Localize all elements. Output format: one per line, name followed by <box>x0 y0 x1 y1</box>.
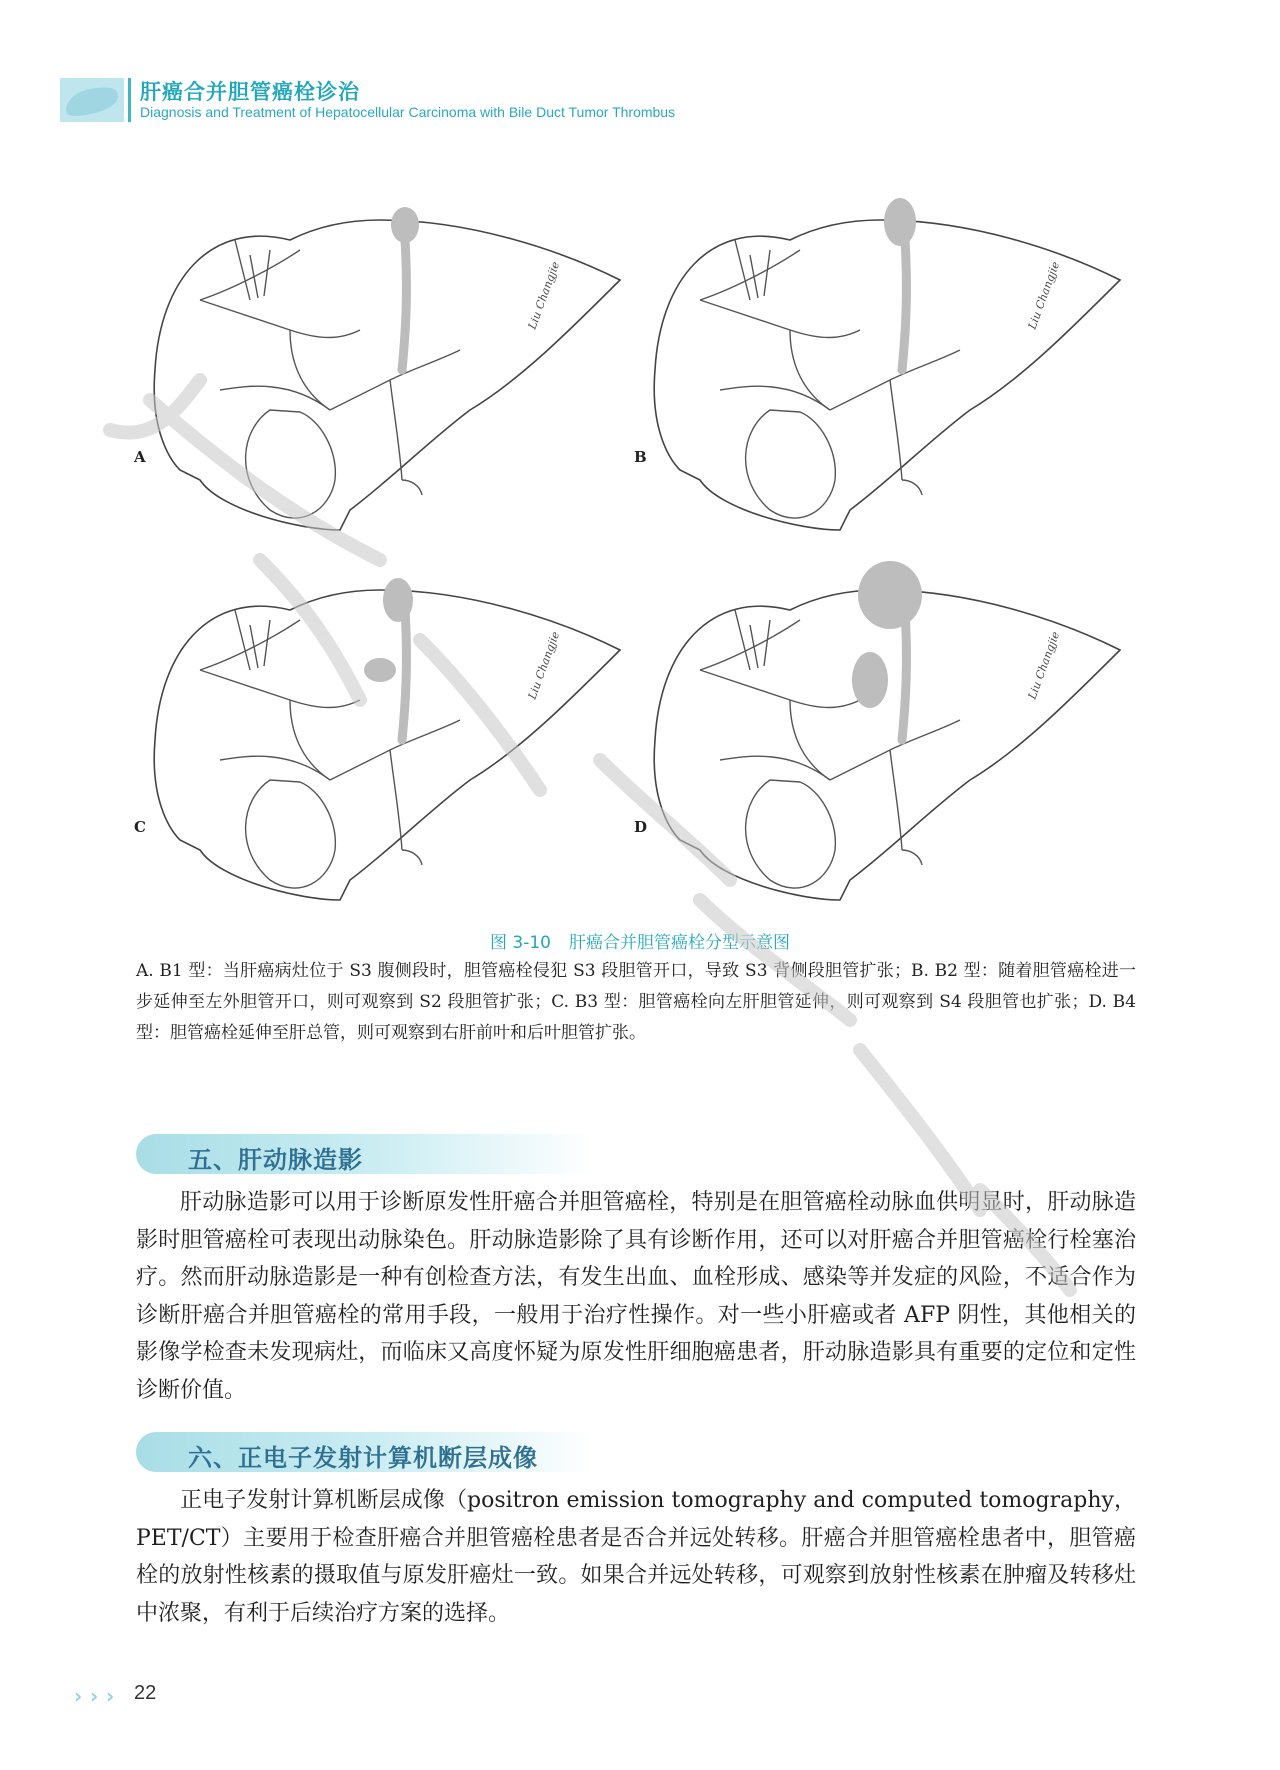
tumor-thrombus <box>852 652 888 708</box>
bile-duct-branch <box>390 380 402 480</box>
liver-logo-icon <box>60 78 124 122</box>
bile-duct-branch <box>390 750 402 850</box>
tumor-thrombus <box>884 198 916 246</box>
bile-duct-branch <box>735 240 770 300</box>
bile-duct-branch <box>220 756 330 780</box>
bile-duct-branch <box>720 386 830 410</box>
tumor-thrombus <box>858 561 922 629</box>
figure-caption <box>0 928 1280 953</box>
chevron-right-icon: › <box>74 1684 83 1708</box>
figure-description: A. B1 型：当肝癌病灶位于 S3 腹侧段时，胆管癌栓侵犯 S3 段胆管开口，导致 S3 背侧段胆管扩张；B. B2 型：随着胆管癌栓进一步延伸至左外胆管开口，则可观察到 S2 段胆管扩张；C. B3 型：胆管癌栓向左肝胆管延伸，则可观察到 S4 段胆管也扩张；D. B4 型：胆管癌栓延伸至肝总管，则可观察到右肝前叶和后叶胆管扩张。 <box>136 961 1136 1043</box>
artist-signature: Liu Changjie <box>1025 259 1063 332</box>
book-title-chinese: 肝癌合并胆管癌栓诊治 <box>140 80 360 104</box>
bile-duct-branch <box>700 670 860 708</box>
bile-duct-branch <box>700 300 860 338</box>
liver-diagram-panel <box>634 180 1140 550</box>
bile-duct-branch <box>830 720 960 780</box>
figure-caption-title: 肝癌合并胆管癌栓分型示意图 <box>569 933 790 953</box>
panel-label: B <box>634 448 647 466</box>
bile-duct-branch <box>200 670 360 708</box>
bile-duct-branch <box>902 480 922 495</box>
liver-outline-drawing <box>640 550 1140 920</box>
gallbladder-outline <box>246 780 336 888</box>
section-heading-6 <box>136 1432 596 1472</box>
liver-outline-drawing <box>140 180 640 550</box>
artist-signature: Liu Changjie <box>1025 629 1063 702</box>
gallbladder-outline <box>746 410 836 518</box>
section-heading-text: 五、肝动脉造影 <box>188 1146 363 1174</box>
liver-outline-drawing <box>640 180 1140 550</box>
tumor-thrombus <box>391 207 419 243</box>
bile-duct-branch <box>902 850 922 865</box>
section-6-paragraph: 正电子发射计算机断层成像（positron emission tomography and computed tomography，PET/CT）主要用于检查肝癌合并胆管癌栓患者是否合并远处转移。肝癌合并胆管癌栓患者中，胆管癌栓的放射性核素的摄取值与原发肝癌灶一致。如果合并远处转移，可观察到放射性核素在肿瘤及转移灶中浓聚，有利于后续治疗方案的选择。 <box>136 1488 1136 1626</box>
figure-3-10 <box>134 180 1140 920</box>
liver-diagram-panel <box>134 180 640 550</box>
artist-signature: Liu Changjie <box>525 629 563 702</box>
bile-duct-branch <box>830 350 960 410</box>
bile-duct-branch <box>890 380 902 480</box>
header-divider <box>128 78 131 122</box>
bile-duct-branch <box>235 610 270 670</box>
bile-duct-branch <box>890 750 902 850</box>
section-heading-5 <box>136 1134 596 1174</box>
chevron-right-icon: › <box>106 1684 115 1708</box>
liver-outline-drawing <box>140 550 640 920</box>
section-5-paragraph: 肝动脉造影可以用于诊断原发性肝癌合并胆管癌栓，特别是在胆管癌栓动脉血供明显时，肝动脉造影时胆管癌栓可表现出动脉染色。肝动脉造影除了具有诊断作用，还可以对肝癌合并胆管癌栓行栓塞治疗。然而肝动脉造影是一种有创检查方法，有发生出血、血栓形成、感染等并发症的风险，不适合作为诊断肝癌合并胆管癌栓的常用手段，一般用于治疗性操作。对一些小肝癌或者 AFP 阴性，其他相关的影像学检查未发现病灶，而临床又高度怀疑为原发性肝细胞癌患者，肝动脉造影具有重要的定位和定性诊断价值。 <box>136 1190 1136 1403</box>
thrombus-extension <box>902 240 906 370</box>
bile-duct-branch <box>220 386 330 410</box>
artist-signature: Liu Changjie <box>525 259 563 332</box>
bile-duct-branch <box>402 480 422 495</box>
bile-duct-branch <box>402 850 422 865</box>
bile-duct-branch <box>235 240 270 300</box>
panel-label: C <box>134 818 146 836</box>
thrombus-extension <box>402 240 406 370</box>
figure-caption-number: 图 3-10 <box>490 933 551 953</box>
tumor-thrombus <box>383 578 413 622</box>
tumor-thrombus <box>364 658 396 682</box>
chevron-right-icon: › <box>90 1684 99 1708</box>
bile-duct-branch <box>200 300 360 338</box>
bile-duct-branch <box>720 756 830 780</box>
thrombus-extension <box>902 610 906 740</box>
panel-label: D <box>634 818 648 836</box>
liver-diagram-panel <box>134 550 640 920</box>
gallbladder-outline <box>746 780 836 888</box>
bile-duct-branch <box>735 610 770 670</box>
bile-duct-branch <box>330 350 460 410</box>
bile-duct-branch <box>330 720 460 780</box>
thrombus-extension <box>402 610 406 740</box>
book-title-english: Diagnosis and Treatment of Hepatocellular Carcinoma with Bile Duct Tumor Thrombus <box>140 104 676 120</box>
page-number: 22 <box>134 1682 157 1704</box>
gallbladder-outline <box>246 410 336 518</box>
running-header <box>60 74 960 130</box>
section-heading-text: 六、正电子发射计算机断层成像 <box>188 1444 538 1472</box>
panel-label: A <box>134 448 146 466</box>
liver-diagram-panel <box>634 550 1140 920</box>
